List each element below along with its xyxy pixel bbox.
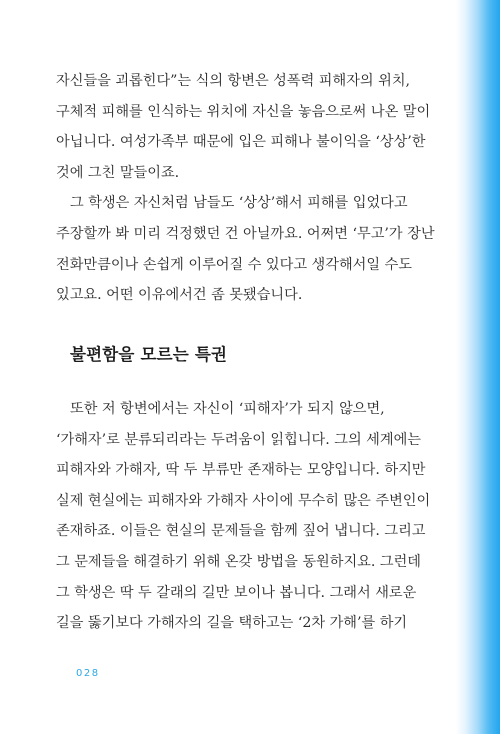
text-line: 전화만큼이나 손쉽게 이루어질 수 있다고 생각해서일 수도 (56, 256, 412, 273)
text-line: 것에 그친 말들이죠. (56, 164, 180, 181)
section-heading: 불편함을 모르는 특권 (70, 345, 228, 364)
text-line: 실제 현실에는 피해자와 가해자 사이에 무수히 많은 주변인이 (56, 492, 431, 509)
text-line: 피해자와 가해자, 딱 두 부류만 존재하는 모양입니다. 하지만 (56, 462, 426, 479)
paragraph-3 (56, 394, 448, 639)
body-text-top (56, 66, 448, 311)
text-line: 또한 저 항변에서는 자신이 ‘피해자’가 되지 않으면, (70, 401, 385, 417)
text-line: 자신들을 괴롭힌다”는 식의 항변은 성폭력 피해자의 위치, (56, 73, 411, 89)
text-line: 구체적 피해를 인식하는 위치에 자신을 놓음으로써 나온 말이 (56, 103, 431, 120)
text-line: 그 학생은 자신처럼 남들도 ‘상상’해서 피해를 입었다고 (70, 195, 408, 212)
text-line: 주장할까 봐 미리 걱정했던 건 아닐까요. 어쩌면 ‘무고’가 장난 (56, 225, 435, 242)
text-line: 있고요. 어떤 이유에서건 좀 못됐습니다. (56, 287, 303, 304)
paragraph-2 (56, 188, 448, 310)
text-line: 그 학생은 딱 두 갈래의 길만 보이나 봅니다. 그래서 새로운 (56, 584, 417, 601)
body-text-bottom (56, 394, 448, 639)
text-line: 그 문제들을 해결하기 위해 온갖 방법을 동원하지요. 그런데 (56, 553, 422, 570)
text-line: 길을 뚫기보다 가해자의 길을 택하고는 ‘2차 가해’를 하기 (56, 615, 408, 632)
text-line: ‘가해자’로 분류되리라는 두려움이 읽힙니다. 그의 세계에는 (56, 431, 422, 448)
text-line: 아닙니다. 여성가족부 때문에 입은 피해나 불이익을 ‘상상’한 (56, 134, 426, 151)
paragraph-1 (56, 66, 448, 188)
page-number: 028 (76, 668, 100, 679)
text-line: 존재하죠. 이들은 현실의 문제들을 함께 짚어 냅니다. 그리고 (56, 523, 426, 540)
page-edge-gradient (456, 0, 500, 734)
